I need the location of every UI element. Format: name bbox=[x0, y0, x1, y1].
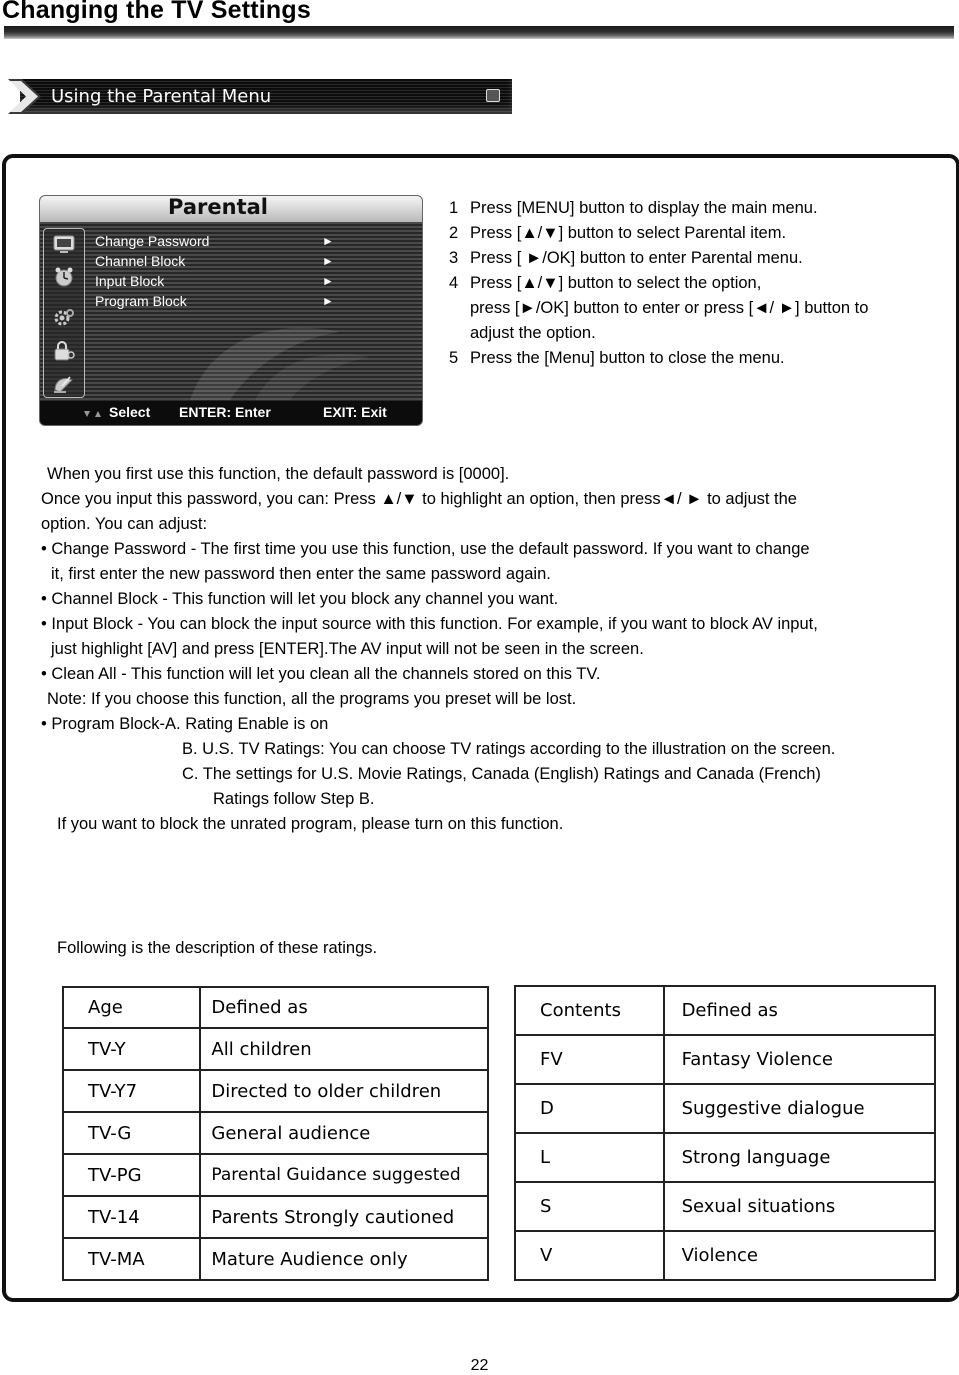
footer-exit-hint: EXIT: Exit bbox=[323, 404, 387, 420]
content-code: S bbox=[515, 1182, 664, 1231]
content-definition: Strong language bbox=[664, 1133, 935, 1182]
menu-body bbox=[40, 222, 422, 400]
up-down-arrows-icon bbox=[82, 409, 104, 419]
body-line: • Input Block - You can block the input source with this function. For example, if you want to block AV input, bbox=[41, 615, 818, 633]
rating-definition: Mature Audience only bbox=[200, 1238, 488, 1280]
menu-item-change-password[interactable]: Change Password bbox=[95, 233, 210, 249]
square-button-icon bbox=[486, 89, 500, 102]
table-row bbox=[63, 1028, 488, 1070]
menu-arrow-right-icon: ► bbox=[322, 254, 334, 268]
title-rule bbox=[4, 26, 954, 39]
body-line: Ratings follow Step B. bbox=[213, 790, 375, 808]
step-number: 1 bbox=[449, 199, 459, 217]
body-line: • Channel Block - This function will let you block any channel you want. bbox=[41, 590, 559, 608]
body-line: just highlight [AV] and press [ENTER].The AV input will not be seen in the screen. bbox=[51, 640, 644, 658]
table-row bbox=[63, 1112, 488, 1154]
ratings-intro: Following is the description of these ratings. bbox=[57, 939, 378, 957]
rating-definition: Parental Guidance suggested bbox=[200, 1154, 488, 1196]
step-text: Press the [Menu] button to close the menu. bbox=[470, 349, 785, 367]
step-number: 2 bbox=[449, 224, 459, 242]
menu-arrow-right-icon: ► bbox=[322, 234, 334, 248]
table-header-row bbox=[515, 986, 935, 1035]
rating-definition: Parents Strongly cautioned bbox=[200, 1196, 488, 1238]
satellite-icon bbox=[52, 372, 76, 394]
content-ratings-table bbox=[514, 985, 936, 1281]
table-row bbox=[63, 1196, 488, 1238]
body-line: option. You can adjust: bbox=[41, 515, 208, 533]
table-row bbox=[63, 1154, 488, 1196]
body-line: B. U.S. TV Ratings: You can choose TV ratings according to the illustration on the screen. bbox=[182, 740, 836, 758]
step-text: Press [ ►/OK] button to enter Parental menu. bbox=[470, 249, 803, 267]
body-line: • Clean All - This function will let you clean all the channels stored on this TV. bbox=[41, 665, 601, 683]
rating-code: TV-G bbox=[63, 1112, 200, 1154]
step-text: Press [MENU] button to display the main menu. bbox=[470, 199, 818, 217]
body-line: • Program Block-A. Rating Enable is on bbox=[41, 715, 329, 733]
body-line: • Change Password - The first time you use this function, use the default password. If you want to change bbox=[41, 540, 810, 558]
step-text: Press [▲/▼] button to select Parental item. bbox=[470, 224, 787, 242]
step-number: 5 bbox=[449, 349, 459, 367]
rating-code: TV-MA bbox=[63, 1238, 200, 1280]
menu-arrow-right-icon: ► bbox=[322, 294, 334, 308]
section-title: Using the Parental Menu bbox=[51, 86, 272, 107]
table-header-cell: Defined as bbox=[664, 986, 935, 1035]
tv-icon bbox=[52, 233, 76, 255]
footer-select-hint: Select bbox=[109, 404, 151, 420]
content-definition: Suggestive dialogue bbox=[664, 1084, 935, 1133]
table-header-cell: Contents bbox=[515, 986, 664, 1035]
table-header-cell: Age bbox=[63, 987, 200, 1028]
body-line: C. The settings for U.S. Movie Ratings, Canada (English) Ratings and Canada (French) bbox=[182, 765, 821, 783]
table-row bbox=[515, 1133, 935, 1182]
menu-arrow-right-icon: ► bbox=[322, 274, 334, 288]
parental-menu-screen bbox=[39, 195, 423, 426]
footer-enter-hint: ENTER: Enter bbox=[179, 404, 271, 420]
content-code: L bbox=[515, 1133, 664, 1182]
rating-code: TV-PG bbox=[63, 1154, 200, 1196]
table-row bbox=[63, 1238, 488, 1280]
chevron-right-icon bbox=[8, 79, 52, 114]
menu-item-input-block[interactable]: Input Block bbox=[95, 273, 165, 289]
table-header-row bbox=[63, 987, 488, 1028]
section-banner bbox=[8, 79, 512, 114]
menu-icon-column bbox=[43, 228, 85, 398]
menu-item-program-block[interactable]: Program Block bbox=[95, 293, 187, 309]
age-ratings-table bbox=[62, 986, 489, 1281]
page-number: 22 bbox=[470, 1357, 489, 1374]
body-line: Once you input this password, you can: Press ▲/▼ to highlight an option, then press◄/ ► to adjust the bbox=[41, 490, 797, 508]
content-definition: Fantasy Violence bbox=[664, 1035, 935, 1084]
page-title: Changing the TV Settings bbox=[2, 0, 311, 24]
menu-item-channel-block[interactable]: Channel Block bbox=[95, 253, 186, 269]
content-code: FV bbox=[515, 1035, 664, 1084]
body-line: When you first use this function, the default password is [0000]. bbox=[47, 465, 510, 483]
content-definition: Violence bbox=[664, 1231, 935, 1280]
content-code: V bbox=[515, 1231, 664, 1280]
rating-definition: Directed to older children bbox=[200, 1070, 488, 1112]
body-line: If you want to block the unrated program, please turn on this function. bbox=[57, 815, 564, 833]
rating-code: TV-Y7 bbox=[63, 1070, 200, 1112]
clock-icon bbox=[52, 266, 76, 288]
body-line: it, first enter the new password then enter the same password again. bbox=[51, 565, 551, 583]
rating-code: TV-14 bbox=[63, 1196, 200, 1238]
gear-icon bbox=[52, 306, 76, 328]
step-text: press [►/OK] button to enter or press [◄/ ►] button to bbox=[470, 299, 869, 317]
rating-definition: General audience bbox=[200, 1112, 488, 1154]
body-line: Note: If you choose this function, all the programs you preset will be lost. bbox=[47, 690, 577, 708]
table-header-cell: Defined as bbox=[200, 987, 488, 1028]
menu-footer bbox=[40, 401, 422, 425]
menu-title-bar bbox=[40, 196, 422, 222]
rating-definition: All children bbox=[200, 1028, 488, 1070]
table-row bbox=[515, 1084, 935, 1133]
step-number: 3 bbox=[449, 249, 459, 267]
table-row bbox=[63, 1070, 488, 1112]
table-row bbox=[515, 1182, 935, 1231]
menu-title: Parental bbox=[168, 195, 268, 219]
content-code: D bbox=[515, 1084, 664, 1133]
rating-code: TV-Y bbox=[63, 1028, 200, 1070]
lock-icon bbox=[52, 340, 76, 362]
table-row bbox=[515, 1035, 935, 1084]
step-number: 4 bbox=[449, 274, 459, 292]
content-definition: Sexual situations bbox=[664, 1182, 935, 1231]
step-text: adjust the option. bbox=[470, 324, 596, 342]
table-row bbox=[515, 1231, 935, 1280]
step-text: Press [▲/▼] button to select the option, bbox=[470, 274, 762, 292]
